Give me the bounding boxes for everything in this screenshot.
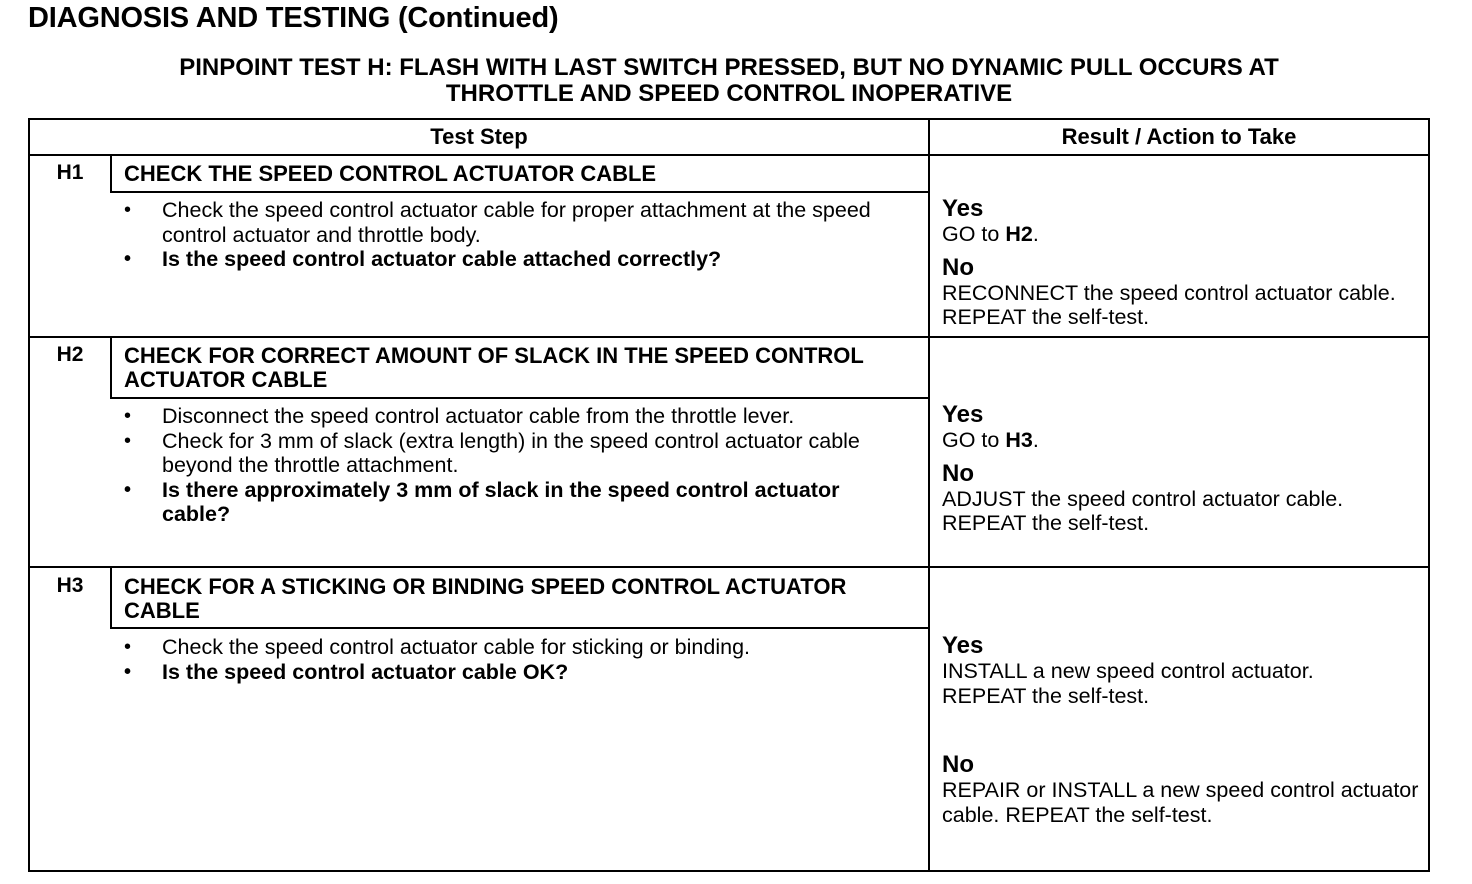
col-header-result: Result / Action to Take [1061, 124, 1297, 149]
bullet-item: • Check for 3 mm of slack (extra length) in the speed control actuator cable beyond the throttle attachment. [124, 428, 860, 477]
bullet-icon: • [124, 199, 132, 221]
step-id: H2 [56, 343, 84, 366]
step-id: H1 [56, 161, 84, 184]
yes-action: GO to H2. [942, 222, 1039, 246]
no-action: REPAIR or INSTALL a new speed control actuator cable. REPEAT the self-test. [942, 778, 1419, 827]
yes-label: Yes [942, 632, 984, 659]
header-rule [30, 154, 1428, 156]
no-label: No [942, 751, 974, 778]
step-title-rule [110, 397, 928, 399]
step-bullets [120, 404, 910, 527]
yes-label: Yes [942, 401, 984, 428]
step-result [942, 633, 1422, 835]
bullet-icon: • [124, 405, 132, 427]
col-header-test-step: Test Step [430, 124, 528, 149]
step-title: CHECK THE SPEED CONTROL ACTUATOR CABLE [124, 161, 657, 186]
step-result [942, 196, 1422, 338]
title-line-2: THROTTLE AND SPEED CONTROL INOPERATIVE [445, 80, 1013, 107]
step-title: CHECK FOR CORRECT AMOUNT OF SLACK IN THE SPEED CONTROL ACTUATOR CABLE [124, 343, 864, 392]
no-action: ADJUST the speed control actuator cable. REPEAT the self-test. [942, 486, 1344, 535]
column-divider [928, 120, 930, 872]
bullet-item: • Disconnect the speed control actuator cable from the throttle lever. [124, 404, 795, 428]
no-label: No [942, 459, 974, 487]
step-title-rule [110, 191, 928, 193]
spacer [942, 716, 1422, 752]
bullet-icon: • [124, 636, 132, 658]
step-title: CHECK FOR A STICKING OR BINDING SPEED CONTROL ACTUATOR CABLE [124, 574, 847, 623]
bullet-question: • Is the speed control actuator cable attached correctly? [124, 247, 722, 271]
step-id-divider [110, 568, 112, 627]
step-id: H3 [56, 574, 84, 597]
step-title-rule [110, 627, 928, 629]
step-id-divider [110, 338, 112, 397]
step-rule [30, 566, 1428, 568]
no-label: No [942, 253, 974, 281]
step-result [942, 402, 1422, 544]
bullet-icon: • [124, 248, 132, 270]
step-bullets [120, 635, 920, 684]
yes-action: GO to H3. [942, 428, 1039, 452]
pinpoint-test-title [28, 55, 1430, 107]
no-action: RECONNECT the speed control actuator cable. REPEAT the self-test. [942, 280, 1396, 329]
yes-action: INSTALL a new speed control actuator. REPEAT the self-test. [942, 659, 1314, 708]
bullet-item: • Check the speed control actuator cable for proper attachment at the speed control actuator and throttle body. [124, 198, 871, 247]
title-line-1: PINPOINT TEST H: FLASH WITH LAST SWITCH PRESSED, BUT NO DYNAMIC PULL OCCURS AT [179, 54, 1279, 81]
page-heading: DIAGNOSIS AND TESTING (Continued) [28, 2, 559, 34]
pinpoint-table [28, 118, 1430, 872]
step-bullets [120, 198, 920, 272]
bullet-item: • Check the speed control actuator cable for sticking or binding. [124, 635, 750, 659]
step-id-divider [110, 156, 112, 191]
bullet-icon: • [124, 429, 132, 452]
bullet-question: • Is there approximately 3 mm of slack in the speed control actuator cable? [124, 477, 840, 526]
bullet-question: • Is the speed control actuator cable OK? [124, 659, 569, 684]
yes-label: Yes [942, 195, 984, 222]
bullet-icon: • [124, 660, 132, 683]
bullet-icon: • [124, 478, 132, 501]
